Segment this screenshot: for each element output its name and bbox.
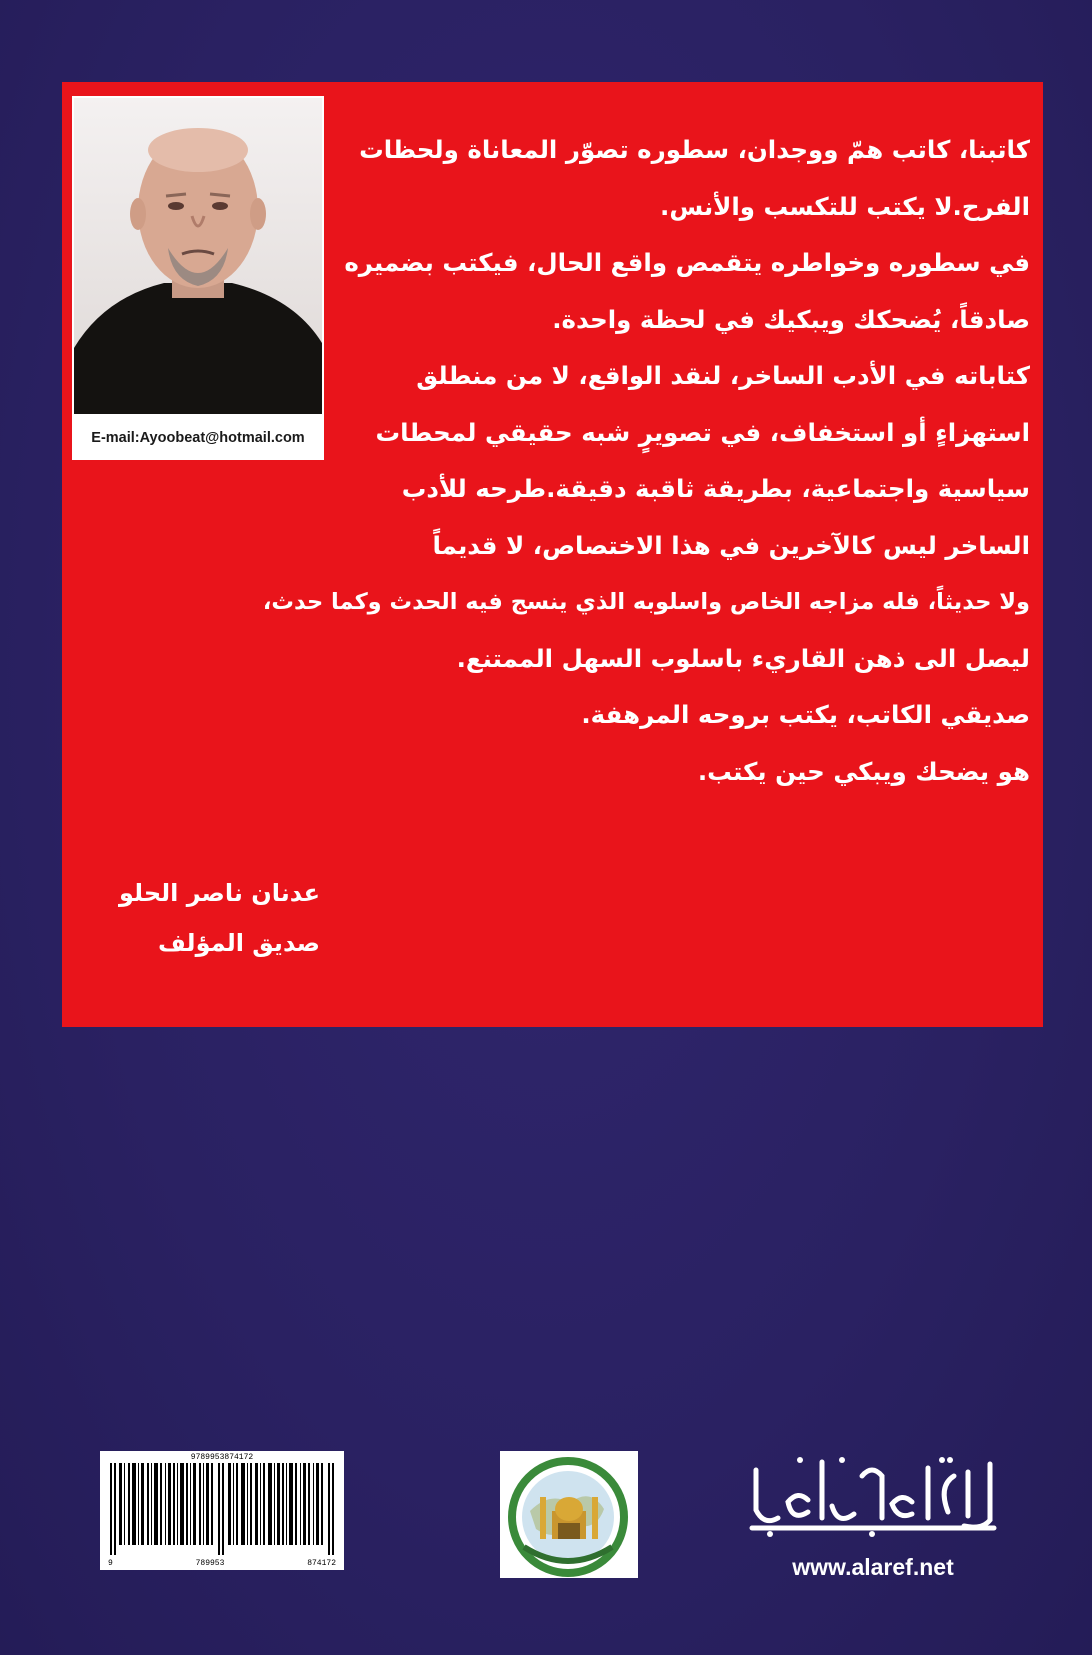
publisher-website: www.alaref.net: [792, 1554, 954, 1580]
barcode-top-digits: 9789953874172: [190, 1453, 254, 1462]
barcode-bars: [110, 1463, 334, 1555]
barcode-digit-middle: 789953: [195, 1559, 225, 1568]
barcode-bottom-digits: [108, 1559, 336, 1568]
blurb-line: سياسية واجتماعية، بطريقة ثاقبة دقيقة.طرحه للأدب: [401, 474, 1030, 503]
author-photo: [74, 98, 322, 414]
signature-title: صديق المؤلف: [157, 929, 320, 957]
blurb-line: كاتبنا، كاتب همّ ووجدان، سطوره تصوّر المعاناة ولحظات: [359, 135, 1030, 164]
signature-name: عدنان ناصر الحلو: [119, 879, 320, 907]
publisher-calligraphy-logo: [742, 1446, 1004, 1540]
blurb-text: [262, 122, 1030, 800]
blurb-line: الفرح.لا يكتب للتكسب والأنس.: [660, 191, 1030, 221]
blurb-line: صديقي الكاتب، يكتب بروحه المرهفة.: [581, 700, 1030, 729]
shrine-globe-icon: [500, 1451, 638, 1578]
blurb-line: صادقاً، يُضحكك ويبكيك في لحظة واحدة.: [552, 304, 1030, 334]
blurb-line: في سطوره وخواطره يتقمص واقع الحال، فيكتب بضميره: [344, 248, 1030, 277]
blurb-line: هو يضحك ويبكي حين يكتب.: [697, 756, 1030, 786]
author-email: E-mail:Ayoobeat@hotmail.com: [91, 430, 305, 446]
blurb-line: ليصل الى ذهن القاريء باسلوب السهل الممتنع.: [456, 643, 1030, 673]
blurb-line: كتاباته في الأدب الساخر، لنقد الواقع، لا من منطلق: [416, 361, 1030, 390]
author-portrait: [74, 98, 322, 414]
blurb-line: ولا حديثاً، فله مزاجه الخاص واسلوبه الذي ينسج فيه الحدث وكما حدث،: [262, 589, 1030, 615]
barcode-digit-right: 874172: [307, 1559, 336, 1568]
blurb-line: الساخر ليس كالآخرين في هذا الاختصاص، لا قديماً: [432, 530, 1030, 560]
blurb-line: استهزاءٍ أو استخفاف، في تصويرٍ شبه حقيقي لمحطات: [375, 417, 1030, 447]
author-photo-card: [72, 96, 324, 460]
barcode-digit-left: 9: [108, 1559, 113, 1568]
isbn-barcode: [100, 1451, 344, 1570]
signature-block: [80, 868, 320, 968]
publisher-seal: [500, 1451, 638, 1578]
